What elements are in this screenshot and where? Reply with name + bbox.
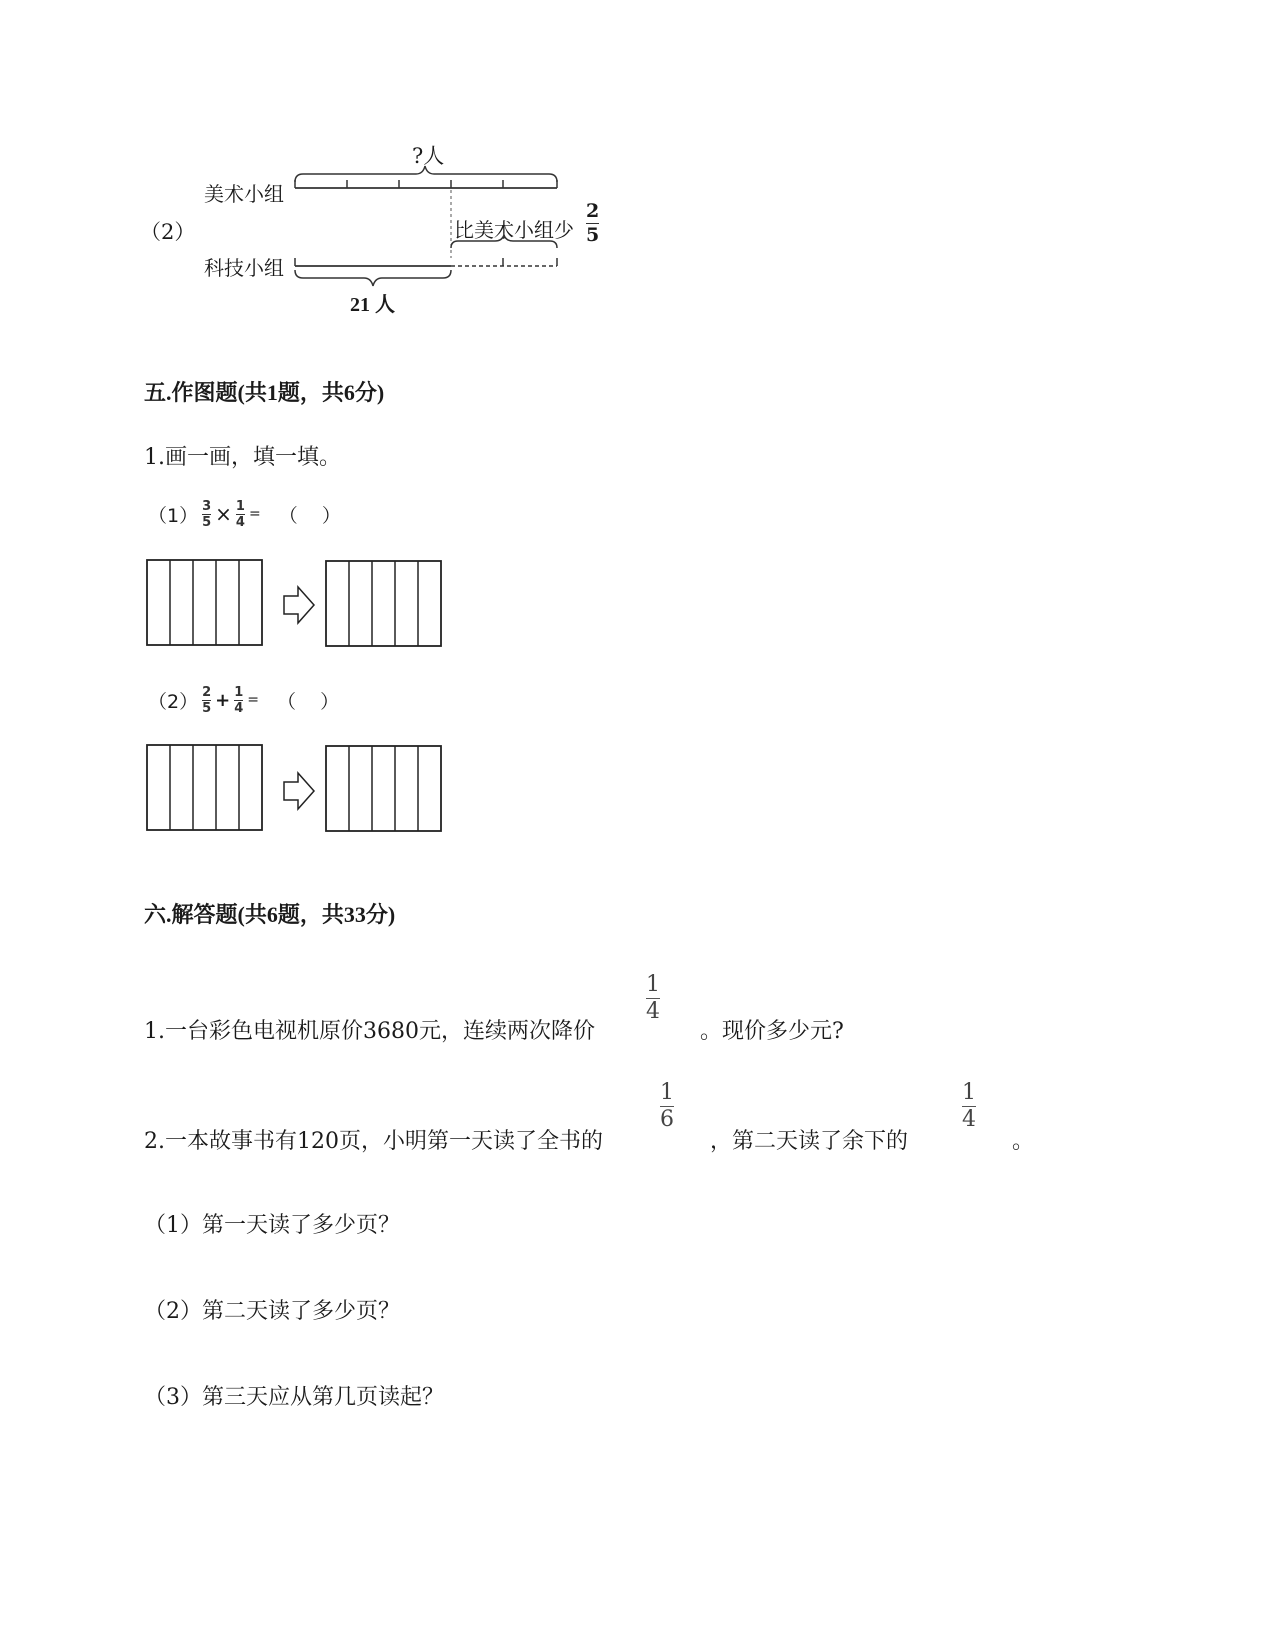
diagram-bottom-label: 21 人 (350, 294, 395, 316)
bottom-brace (295, 270, 451, 286)
section6-q1-before: 1.一台彩色电视机原价3680元，连续两次降价 (144, 1019, 595, 1044)
fraction-numerator: 2 (202, 684, 212, 700)
section6-heading: 六.解答题(共6题，共33分) (144, 902, 396, 927)
part1-fraction-b (236, 500, 245, 529)
compare-brace (451, 235, 557, 248)
part1-prefix: （1） (148, 504, 199, 527)
part2-equals: = (247, 692, 260, 708)
section6-q2-middle: ，第二天读了余下的 (710, 1129, 909, 1154)
part2-drawing (146, 744, 446, 834)
section6-q2-sub3: （3）第三天应从第几页读起？ (144, 1385, 444, 1410)
diagram-item-label: （2） (140, 220, 196, 244)
diagram-lines (140, 130, 620, 330)
diagram-compare-text: 比美术小组少 (454, 218, 574, 242)
diagram-row1-label: 美术小组 (204, 182, 284, 206)
part2-rect-left[interactable] (147, 745, 262, 830)
fraction-denominator: 5 (586, 224, 600, 246)
part2-fraction-a (202, 686, 211, 715)
fraction-denominator: 5 (202, 700, 212, 716)
part1-equals: = (248, 506, 261, 522)
fraction-denominator: 5 (202, 514, 212, 530)
arrow-right-icon (284, 587, 314, 623)
part1-drawing (146, 559, 446, 649)
part1-fraction-a (202, 500, 211, 529)
section6-q2-before: 2.一本故事书有120页，小明第一天读了全书的 (144, 1129, 603, 1154)
part2-rect-right[interactable] (326, 746, 441, 831)
fraction-numerator: 1 (962, 1080, 976, 1105)
part2-fraction-b (234, 686, 243, 715)
fraction-denominator: 4 (646, 999, 660, 1024)
part1-expression (148, 494, 341, 534)
section5-heading: 五.作图题(共1题，共6分) (144, 380, 385, 405)
section6-q2-sub2: （2）第二天读了多少页？ (144, 1299, 400, 1324)
fraction-numerator: 1 (660, 1080, 674, 1105)
segment-diagram (140, 130, 620, 330)
fraction-numerator: 1 (234, 684, 244, 700)
part2-prefix: （2） (148, 690, 199, 713)
top-brace (295, 166, 557, 182)
diagram-top-label: ?人 (412, 144, 445, 168)
fraction-denominator: 4 (235, 514, 245, 530)
part2-answer-blank[interactable]: （ ） (277, 690, 340, 713)
fraction-numerator: 1 (646, 972, 660, 997)
part1-rect-left[interactable] (147, 560, 262, 645)
part2-operator: + (215, 689, 231, 711)
section6-q1-fraction (646, 974, 660, 1023)
fraction-denominator: 4 (234, 700, 244, 716)
part1-rect-right[interactable] (326, 561, 441, 646)
part1-answer-blank[interactable]: （ ） (278, 504, 341, 527)
section6-q2-fraction-2 (962, 1082, 976, 1131)
section6-q1-after: 。现价多少元? (700, 1019, 844, 1044)
part1-operator: × (215, 502, 232, 526)
section6-q2-sub1: （1）第一天读了多少页？ (144, 1213, 400, 1238)
fraction-denominator: 4 (962, 1107, 976, 1132)
fraction-denominator: 6 (660, 1107, 674, 1132)
section6-q2-after: 。 (1012, 1129, 1035, 1154)
part2-expression (148, 680, 339, 720)
fraction-numerator: 2 (586, 200, 600, 222)
section6-q2-fraction-1 (660, 1082, 674, 1131)
arrow-right-icon (284, 773, 314, 809)
diagram-row2-label: 科技小组 (204, 256, 284, 280)
fraction-numerator: 3 (202, 498, 212, 514)
fraction-numerator: 1 (235, 498, 245, 514)
section5-question-1: 1.画一画，填一填。 (144, 445, 341, 470)
